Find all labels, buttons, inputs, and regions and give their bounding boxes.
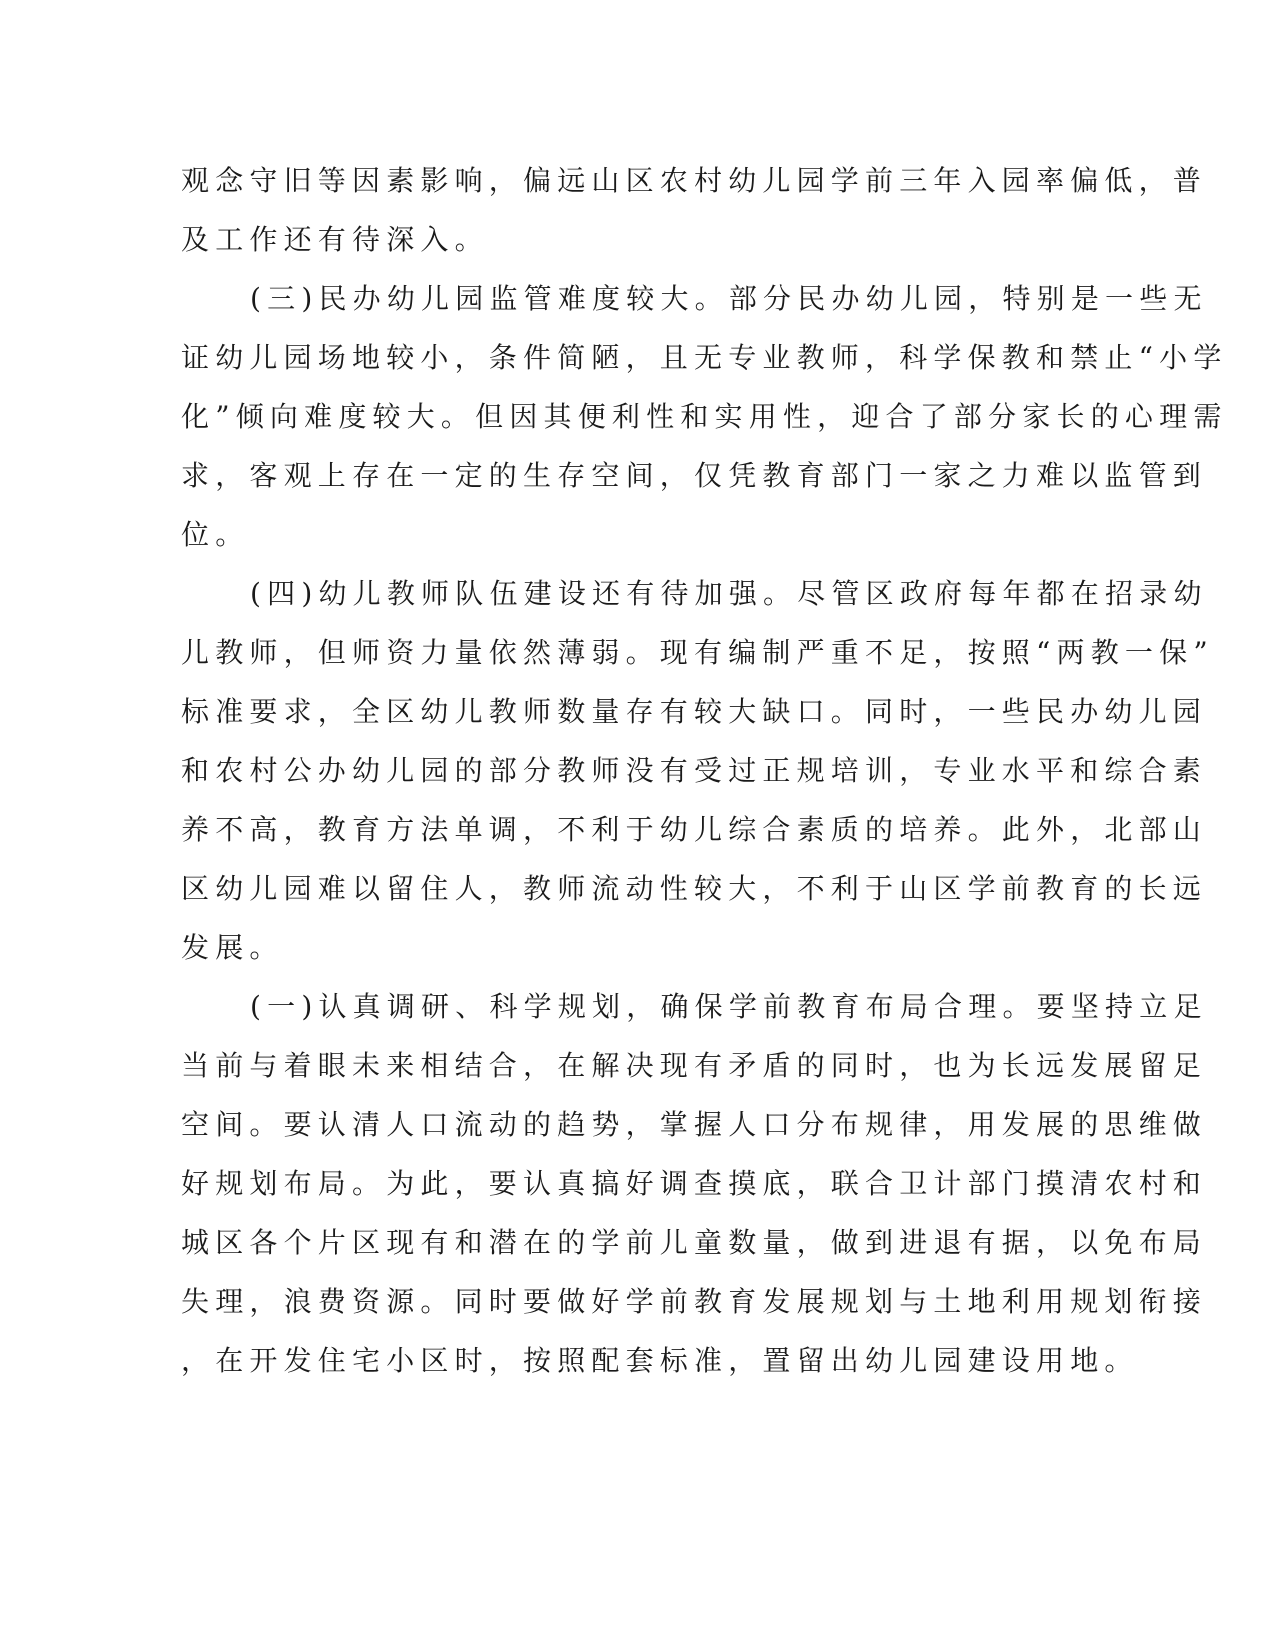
text-line: 证幼儿园场地较小，条件简陋，且无专业教师，科学保教和禁止“小学 (181, 341, 1228, 374)
text-line: 发展。 (181, 931, 284, 964)
paragraph-first-line: (一)认真调研、科学规划，确保学前教育布局合理。要坚持立足 (250, 990, 1208, 1023)
text-line: 及工作还有待深入。 (181, 223, 489, 256)
text-line: 当前与着眼未来相结合，在解决现有矛盾的同时，也为长远发展留足 (181, 1049, 1208, 1082)
text-line: 失理，浪费资源。同时要做好学前教育发展规划与土地利用规划衔接 (181, 1285, 1208, 1318)
text-line: 和农村公办幼儿园的部分教师没有受过正规培训，专业水平和综合素 (181, 754, 1208, 787)
text-line: 位。 (181, 518, 250, 551)
text-line: 区幼儿园难以留住人，教师流动性较大，不利于山区学前教育的长远 (181, 872, 1208, 905)
text-line: 化”倾向难度较大。但因其便利性和实用性，迎合了部分家长的心理需 (181, 400, 1228, 433)
text-line: 城区各个片区现有和潜在的学前儿童数量，做到进退有据，以免布局 (181, 1226, 1208, 1259)
text-line: 求，客观上存在一定的生存空间，仅凭教育部门一家之力难以监管到 (181, 459, 1208, 492)
text-line: 养不高，教育方法单调，不利于幼儿综合素质的培养。此外，北部山 (181, 813, 1208, 846)
text-line: 好规划布局。为此，要认真搞好调查摸底，联合卫计部门摸清农村和 (181, 1167, 1208, 1200)
text-line: 空间。要认清人口流动的趋势，掌握人口分布规律，用发展的思维做 (181, 1108, 1208, 1141)
text-line: 观念守旧等因素影响，偏远山区农村幼儿园学前三年入园率偏低，普 (181, 164, 1208, 197)
paragraph-first-line: (四)幼儿教师队伍建设还有待加强。尽管区政府每年都在招录幼 (250, 577, 1208, 610)
text-line: 标准要求，全区幼儿教师数量存有较大缺口。同时，一些民办幼儿园 (181, 695, 1208, 728)
text-line: 儿教师，但师资力量依然薄弱。现有编制严重不足，按照“两教一保” (181, 636, 1214, 669)
text-line: ，在开发住宅小区时，按照配套标准，置留出幼儿园建设用地。 (181, 1344, 1139, 1377)
paragraph-first-line: (三)民办幼儿园监管难度较大。部分民办幼儿园，特别是一些无 (250, 282, 1208, 315)
